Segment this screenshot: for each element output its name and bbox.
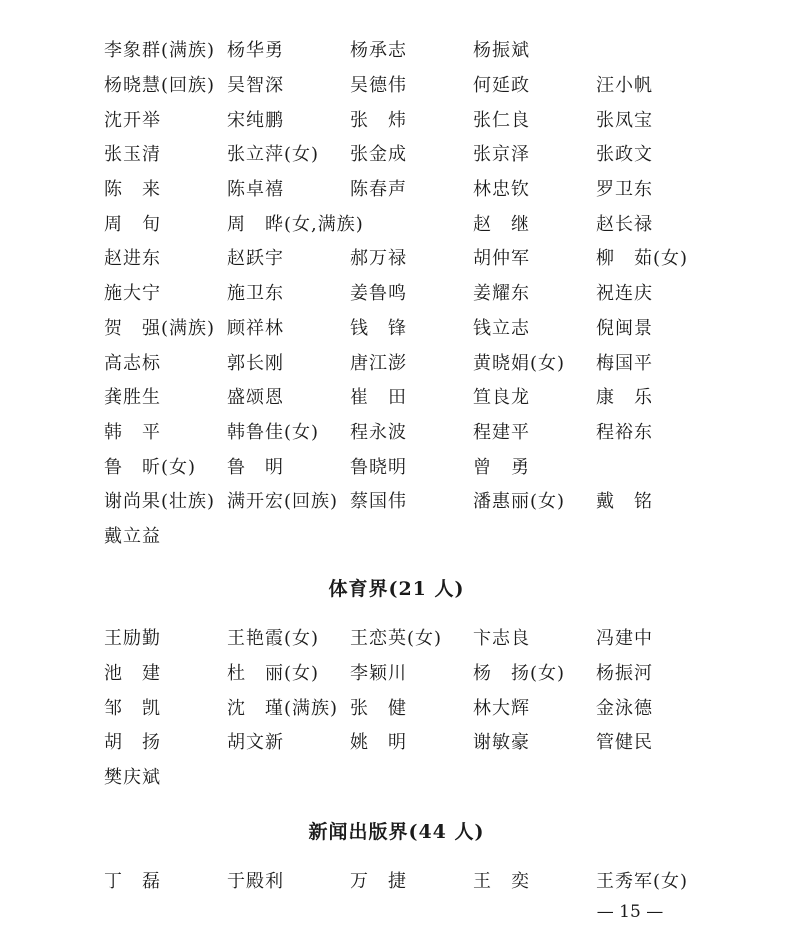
name-cell: 倪闽景 xyxy=(596,317,653,339)
name-cell: 李象群(满族) xyxy=(104,40,216,62)
name-cell: 池 建 xyxy=(104,663,161,685)
name-cell: 唐江澎 xyxy=(350,352,407,374)
name-cell: 杨晓慧(回族) xyxy=(104,75,216,97)
name-cell: 王秀军(女) xyxy=(596,871,689,893)
name-cell: 赵 继 xyxy=(473,213,530,235)
name-row xyxy=(104,310,724,345)
name-cell: 林大辉 xyxy=(473,697,530,719)
name-cell: 杨振斌 xyxy=(473,40,530,62)
name-cell: 罗卫东 xyxy=(596,179,653,201)
name-row xyxy=(104,414,724,449)
name-row xyxy=(104,275,724,310)
name-cell: 邹 凯 xyxy=(104,697,161,719)
name-cell: 杨 扬(女) xyxy=(473,663,566,685)
name-cell: 樊庆斌 xyxy=(104,767,161,789)
name-cell: 钱立志 xyxy=(473,317,530,339)
name-cell: 张凤宝 xyxy=(596,109,653,131)
name-cell: 吴德伟 xyxy=(350,75,407,97)
name-cell: 张仁良 xyxy=(473,109,530,131)
name-cell: 胡 扬 xyxy=(104,732,161,754)
name-cell: 杜 丽(女) xyxy=(227,663,320,685)
name-cell: 鲁 明 xyxy=(227,456,284,478)
name-cell: 谢敏豪 xyxy=(473,732,530,754)
name-cell: 康 乐 xyxy=(596,387,653,409)
name-cell: 戴立益 xyxy=(104,525,161,547)
name-cell: 赵进东 xyxy=(104,248,161,270)
name-cell: 冯建中 xyxy=(596,628,653,650)
name-cell: 贺 强(满族) xyxy=(104,317,216,339)
name-cell: 郝万禄 xyxy=(350,248,407,270)
name-cell: 龚胜生 xyxy=(104,387,161,409)
name-cell: 姚 明 xyxy=(350,732,407,754)
name-cell: 曾 勇 xyxy=(473,456,530,478)
section-heading-press: 新闻出版界(44 人) xyxy=(308,821,485,843)
name-cell: 谢尚果(壮族) xyxy=(104,491,216,513)
name-cell: 王恋英(女) xyxy=(350,628,443,650)
name-row xyxy=(104,205,724,240)
name-cell: 潘惠丽(女) xyxy=(473,491,566,513)
name-cell: 何延政 xyxy=(473,75,530,97)
name-cell: 王 奕 xyxy=(473,871,530,893)
name-cell: 沈开举 xyxy=(104,109,161,131)
name-cell: 程永波 xyxy=(350,421,407,443)
name-cell: 汪小帆 xyxy=(596,75,653,97)
name-cell: 程裕东 xyxy=(596,421,653,443)
name-row xyxy=(104,689,724,724)
name-cell: 张金成 xyxy=(350,144,407,166)
name-row xyxy=(104,620,724,655)
name-cell: 陈春声 xyxy=(350,179,407,201)
name-cell: 姜耀东 xyxy=(473,283,530,305)
name-cell: 周 旬 xyxy=(104,213,161,235)
name-cell: 张立萍(女) xyxy=(227,144,320,166)
name-cell: 崔 田 xyxy=(350,387,407,409)
name-cell: 柳 茹(女) xyxy=(596,248,689,270)
name-cell: 管健民 xyxy=(596,732,653,754)
name-row xyxy=(104,240,724,275)
name-row xyxy=(104,655,724,690)
name-cell: 杨承志 xyxy=(350,40,407,62)
name-cell: 高志标 xyxy=(104,352,161,374)
name-cell: 韩 平 xyxy=(104,421,161,443)
name-cell: 赵长禄 xyxy=(596,213,653,235)
name-cell: 吴智深 xyxy=(227,75,284,97)
name-cell: 张京泽 xyxy=(473,144,530,166)
name-cell: 盛颂恩 xyxy=(227,387,284,409)
name-row xyxy=(104,863,724,898)
name-cell: 陈 来 xyxy=(104,179,161,201)
name-cell: 周 晔(女,满族) xyxy=(227,213,364,235)
name-row xyxy=(104,448,724,483)
name-cell: 李颖川 xyxy=(350,663,407,685)
name-cell: 宋纯鹏 xyxy=(227,109,284,131)
name-cell: 笪良龙 xyxy=(473,387,530,409)
name-cell: 王艳霞(女) xyxy=(227,628,320,650)
name-cell: 施卫东 xyxy=(227,283,284,305)
name-cell: 于殿利 xyxy=(227,871,284,893)
name-cell: 姜鲁鸣 xyxy=(350,283,407,305)
names-section-press xyxy=(104,863,724,898)
name-cell: 张 炜 xyxy=(350,109,407,131)
name-cell: 施大宁 xyxy=(104,283,161,305)
name-cell: 韩鲁佳(女) xyxy=(227,421,320,443)
name-row xyxy=(104,724,724,759)
name-cell: 张政文 xyxy=(596,144,653,166)
name-cell: 钱 锋 xyxy=(350,317,407,339)
name-row xyxy=(104,759,724,794)
name-cell: 郭长刚 xyxy=(227,352,284,374)
name-cell: 梅国平 xyxy=(596,352,653,374)
name-cell: 张 健 xyxy=(350,697,407,719)
name-row xyxy=(104,136,724,171)
name-cell: 丁 磊 xyxy=(104,871,161,893)
name-cell: 张玉清 xyxy=(104,144,161,166)
name-cell: 满开宏(回族) xyxy=(227,491,339,513)
name-cell: 沈 瑾(满族) xyxy=(227,697,339,719)
name-cell: 林忠钦 xyxy=(473,179,530,201)
name-row xyxy=(104,379,724,414)
name-cell: 顾祥林 xyxy=(227,317,284,339)
name-cell: 胡仲军 xyxy=(473,248,530,270)
name-cell: 胡文新 xyxy=(227,732,284,754)
name-cell: 鲁晓明 xyxy=(350,456,407,478)
name-cell: 金泳德 xyxy=(596,697,653,719)
name-cell: 祝连庆 xyxy=(596,283,653,305)
name-cell: 黄晓娟(女) xyxy=(473,352,566,374)
names-section-1 xyxy=(104,32,724,552)
name-cell: 万 捷 xyxy=(350,871,407,893)
name-cell: 蔡国伟 xyxy=(350,491,407,513)
name-cell: 陈卓禧 xyxy=(227,179,284,201)
name-cell: 赵跃宇 xyxy=(227,248,284,270)
name-cell: 戴 铭 xyxy=(596,491,653,513)
name-cell: 程建平 xyxy=(473,421,530,443)
name-row xyxy=(104,32,724,67)
name-row xyxy=(104,483,724,518)
name-cell: 鲁 昕(女) xyxy=(104,456,197,478)
name-row xyxy=(104,101,724,136)
name-cell: 王励勤 xyxy=(104,628,161,650)
name-row xyxy=(104,171,724,206)
name-row xyxy=(104,518,724,553)
name-row xyxy=(104,344,724,379)
name-row xyxy=(104,67,724,102)
section-heading-sports: 体育界(21 人) xyxy=(328,578,465,600)
page-number: — 15 — xyxy=(596,902,664,922)
names-section-sports xyxy=(104,620,724,793)
name-cell: 杨振河 xyxy=(596,663,653,685)
name-cell: 杨华勇 xyxy=(227,40,284,62)
name-cell: 卞志良 xyxy=(473,628,530,650)
